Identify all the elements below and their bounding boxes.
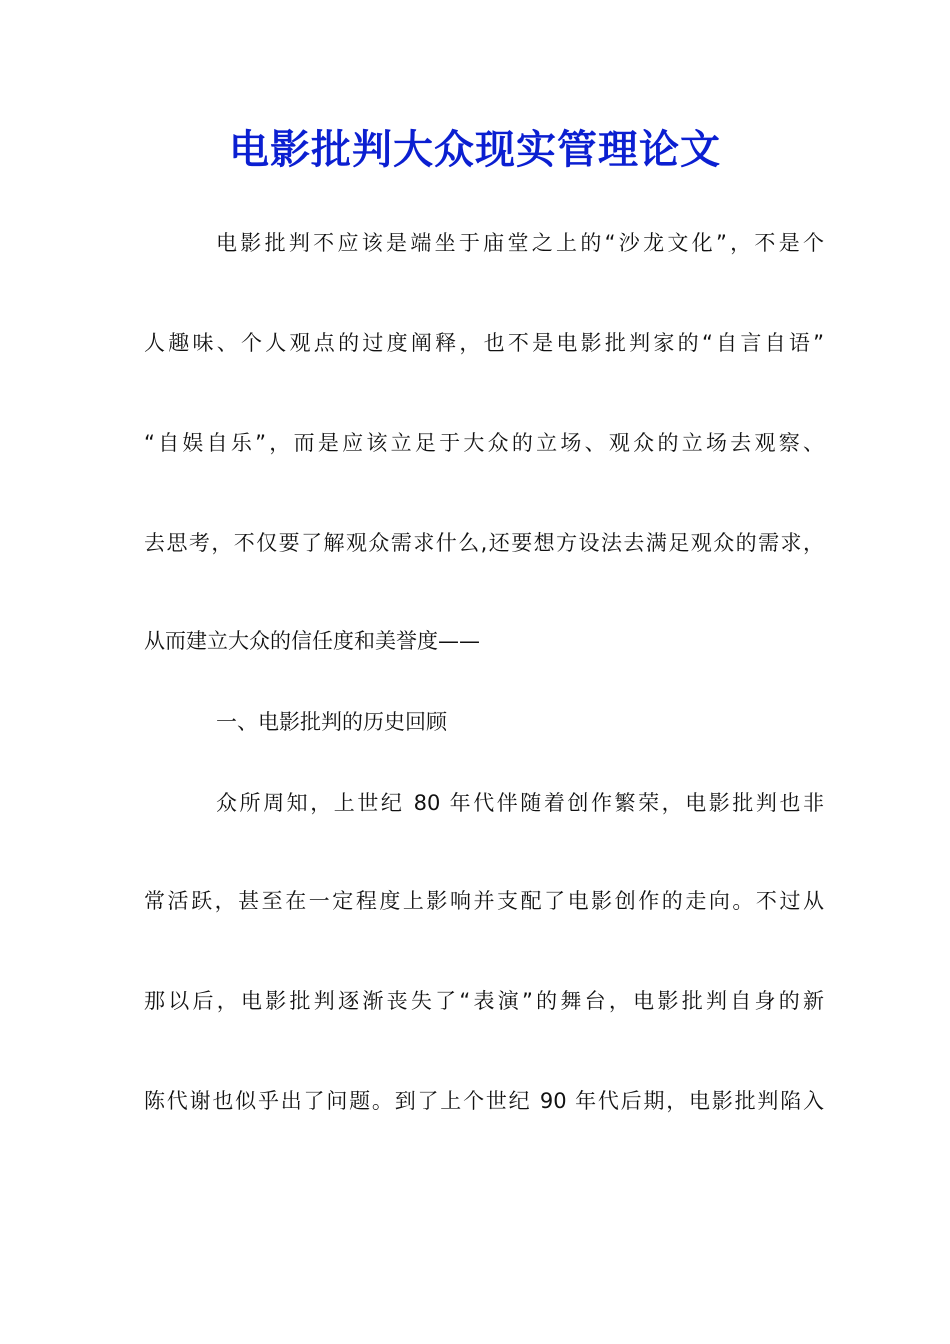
paragraph-2-line-1: 众所周知，上世纪 80 年代伴随着创作繁荣，电影批判也非 bbox=[216, 791, 824, 815]
paragraph-1-line-3: “自娱自乐”，而是应该立足于大众的立场、观众的立场去观察、 bbox=[144, 431, 824, 455]
paragraph-2-line-2: 常活跃，甚至在一定程度上影响并支配了电影创作的走向。不过从 bbox=[144, 889, 824, 913]
paragraph-1-line-4: 去思考，不仅要了解观众需求什么,还要想方设法去满足观众的需求， bbox=[144, 531, 824, 555]
paragraph-2-line-3: 那以后，电影批判逐渐丧失了“表演”的舞台，电影批判自身的新 bbox=[144, 989, 824, 1013]
paragraph-1-line-2: 人趣味、个人观点的过度阐释，也不是电影批判家的“自言自语” bbox=[144, 331, 824, 355]
document-title: 电影批判大众现实管理论文 bbox=[229, 126, 721, 173]
paragraph-1-line-1: 电影批判不应该是端坐于庙堂之上的“沙龙文化”，不是个 bbox=[216, 231, 824, 255]
section-1-heading: 一、电影批判的历史回顾 bbox=[216, 710, 447, 734]
paragraph-1-line-5: 从而建立大众的信任度和美誉度—— bbox=[144, 629, 480, 653]
paragraph-2-line-4: 陈代谢也似乎出了问题。到了上个世纪 90 年代后期，电影批判陷入 bbox=[144, 1089, 824, 1113]
